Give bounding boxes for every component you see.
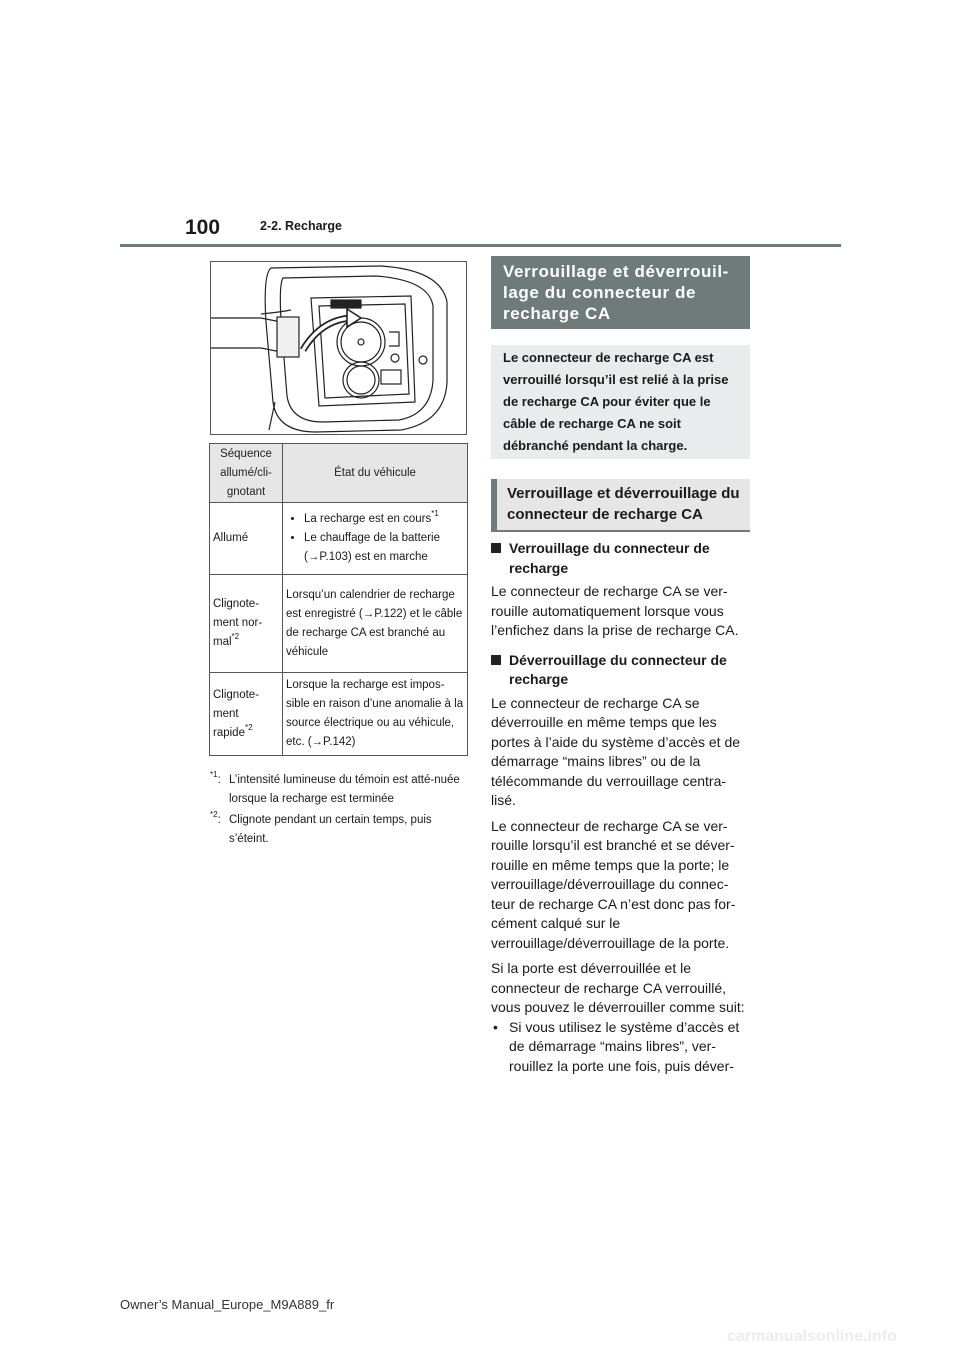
charging-port-drawing (211, 262, 466, 434)
list-item: • Si vous utilisez le système d’accès et de démarrage “mains libres”, ver-rouillez la porte une fois, puis déver- (493, 1018, 740, 1074)
charging-port-illustration (210, 261, 467, 435)
table-row (210, 575, 468, 673)
square-bullet-icon (491, 655, 501, 665)
header-divider (120, 244, 841, 247)
unlock-paragraph: Le connecteur de recharge CA se déverrouille en même temps que les portes à l’aide du système d’accès et de démarrage “mains libres” ou de la télécommande du verrouillage centra-lisé. (491, 694, 741, 808)
section-summary: Le connecteur de recharge CA est verrouillé lorsqu’il est relié à la prise de recharge CA pour éviter que le câble de recharge CA ne soit débranché pendant la charge. (491, 345, 750, 459)
unlock-paragraph: Le connecteur de recharge CA se ver-rouille lorsqu’il est branché et se déver-rouille en même temps que la porte; le verrouillage/déverrouillage du connec-teur de recharge CA n’est donc pas for-cément calqué sur le verrouillage/déverrouillage de la porte. (491, 817, 736, 951)
table-row (210, 503, 468, 575)
row-sequence: Allumé (210, 503, 283, 575)
row-vehicle-state (283, 503, 468, 575)
table-header-sequence: Séquence allumé/cli-gnotant (210, 444, 283, 503)
state-list (286, 510, 464, 567)
page-number: 100 (185, 216, 221, 239)
unlock-paragraph: Si la porte est déverrouillée et le connecteur de recharge CA verrouillé, vous pouvez le déverrouiller comme suit: (491, 960, 745, 1015)
section-title: 2-2. Recharge (260, 219, 342, 233)
unlock-heading: Déverrouillage du connecteur de recharge (491, 651, 750, 690)
lock-heading: Verrouillage du connecteur de recharge (491, 539, 750, 578)
table-row (210, 673, 468, 756)
row-vehicle-state: Lorsqu’un calendrier de recharge est enregistré (→P.122) et le câble de recharge CA est branché au véhicule (283, 575, 468, 673)
row-sequence: Clignote-ment rapide$^{*2}$ (210, 673, 283, 756)
lock-paragraph: Le connecteur de recharge CA se ver-rouille automatiquement lorsque vous l’enfichez dans la prise de recharge CA. (491, 583, 739, 638)
watermark: carmanualsonline.info (727, 1328, 897, 1345)
list-item: • La recharge est en cours$^{*1}$ (304, 510, 464, 529)
list-item: • Le chauffage de la batterie (→P.103) est en marche (304, 529, 464, 567)
row-vehicle-state: Lorsque la recharge est impos-sible en raison d’une anomalie à la source électrique ou au véhicule, etc. (→P.142) (283, 673, 468, 756)
subsection-heading: Verrouillage et déverrouillage du connecteur de recharge CA (491, 479, 750, 530)
section-body (491, 539, 750, 1076)
table-header-row (210, 444, 468, 503)
page-footer: Owner’s Manual_Europe_M9A889_fr (120, 1297, 335, 1312)
indicator-status-table (209, 443, 468, 756)
footnote: $^{*1}$: L’intensité lumineuse du témoin est atté-nuée lorsque la recharge est terminée (210, 770, 460, 805)
row-sequence: Clignote-ment nor-mal$^{*2}$ (210, 575, 283, 673)
square-bullet-icon (491, 543, 501, 553)
footnote: $^{*2}$: Clignote pendant un certain temps, puis s’éteint. (210, 810, 432, 845)
table-header-vehicle-state: État du véhicule (283, 444, 468, 503)
table-footnotes (210, 771, 470, 851)
bullet-icon: • (493, 1018, 498, 1035)
section-banner: Verrouillage et déverrouil-lage du connecteur de recharge CA (491, 256, 750, 329)
